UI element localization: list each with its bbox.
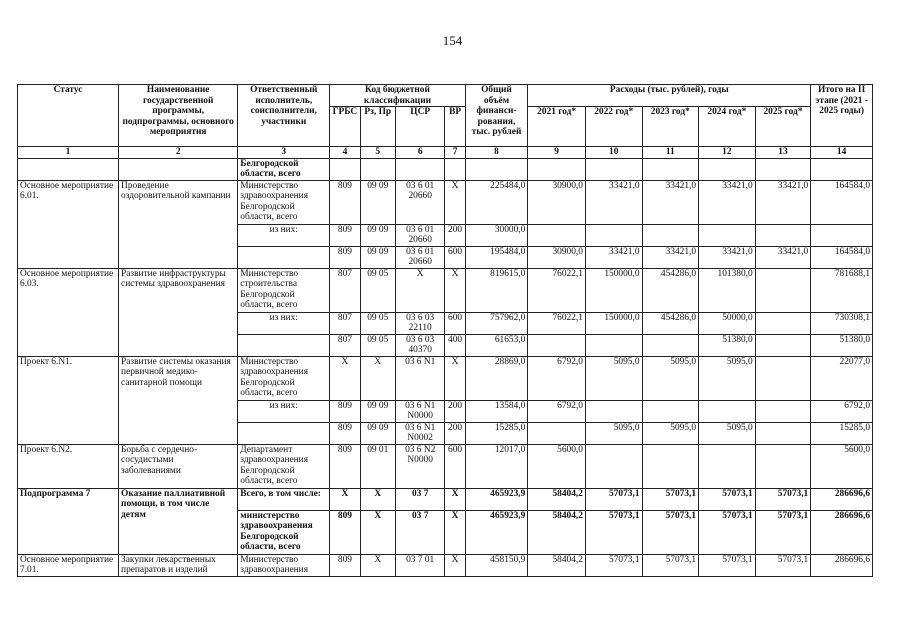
cell-total: 195484,0 bbox=[465, 246, 528, 268]
cell-2023: 5095,0 bbox=[642, 356, 699, 400]
cell-grbs: 809 bbox=[330, 400, 360, 422]
cell-2025 bbox=[755, 422, 811, 444]
cell-2025 bbox=[755, 312, 811, 334]
cell-grbs: Х bbox=[330, 488, 360, 510]
col-number: 3 bbox=[238, 147, 330, 159]
cell-total: 61653,0 bbox=[465, 334, 528, 356]
cell-2023: 454286,0 bbox=[642, 312, 699, 334]
cell-2023: 33421,0 bbox=[642, 180, 699, 224]
cell-2023: 5095,0 bbox=[642, 422, 699, 444]
cell-vr: Х bbox=[445, 268, 465, 312]
header-2025: 2025 год* bbox=[755, 107, 811, 147]
cell-total: 12017,0 bbox=[465, 444, 528, 488]
cell-2023 bbox=[642, 334, 699, 356]
col-number: 10 bbox=[585, 147, 642, 159]
cell-executor: Всего, в том числе: bbox=[238, 488, 330, 510]
cell-2024: 5095,0 bbox=[699, 422, 756, 444]
cell-csr: 03 6 01 20660 bbox=[395, 180, 445, 224]
cell-status: Основное мероприятие 6.03. bbox=[18, 268, 119, 356]
cell-total: 819615,0 bbox=[465, 268, 528, 312]
cell-2022 bbox=[585, 224, 642, 246]
cell-csr: Х bbox=[395, 268, 445, 312]
cell-sum: 6792,0 bbox=[811, 400, 873, 422]
header-total-volume: Общий объём финанси-рования, тыс. рублей bbox=[465, 85, 528, 147]
cell-2022: 33421,0 bbox=[585, 246, 642, 268]
header-2023: 2023 год* bbox=[642, 107, 699, 147]
col-number: 4 bbox=[330, 147, 360, 159]
cell-rzpr: Х bbox=[360, 488, 395, 510]
cell-vr: Х bbox=[445, 356, 465, 400]
table-body bbox=[18, 158, 873, 576]
cell-rzpr: Х bbox=[360, 356, 395, 400]
col-number: 11 bbox=[642, 147, 699, 159]
cell-total: 225484,0 bbox=[465, 180, 528, 224]
cell-2021: 30900,0 bbox=[528, 180, 586, 224]
cell-2024: 57073,1 bbox=[699, 488, 756, 510]
cell-2023 bbox=[642, 224, 699, 246]
cell-2021: 5600,0 bbox=[528, 444, 586, 488]
cell-rzpr: 09 09 bbox=[360, 422, 395, 444]
cell-status: Основное мероприятие 7.01. bbox=[18, 554, 119, 576]
cell-2025: 57073,1 bbox=[755, 488, 811, 510]
cell-grbs: 809 bbox=[330, 224, 360, 246]
cell-2024: 57073,1 bbox=[699, 554, 756, 576]
cell-2025 bbox=[755, 334, 811, 356]
cell-vr: Х bbox=[445, 488, 465, 510]
header-grbs: ГРБС bbox=[330, 107, 360, 147]
cell-2022: 5095,0 bbox=[585, 422, 642, 444]
cell-grbs: 807 bbox=[330, 268, 360, 312]
cell-sum bbox=[811, 224, 873, 246]
cell-2022: 150000,0 bbox=[585, 312, 642, 334]
header-2021: 2021 год* bbox=[528, 107, 586, 147]
cell-grbs: 807 bbox=[330, 312, 360, 334]
cell-2021: 6792,0 bbox=[528, 400, 586, 422]
cell-rzpr: 09 09 bbox=[360, 224, 395, 246]
cell-csr: 03 7 01 bbox=[395, 554, 445, 576]
table-row bbox=[18, 554, 873, 576]
cell-executor: Министерство строительства Белгородской области, всего bbox=[238, 268, 330, 312]
cell-2022: 150000,0 bbox=[585, 268, 642, 312]
cell-rzpr: 09 09 bbox=[360, 246, 395, 268]
cell-total: 30000,0 bbox=[465, 224, 528, 246]
header-name: Наименование государственной программы, подпрограммы, основного мероприятия bbox=[119, 85, 238, 147]
column-number-row bbox=[18, 147, 873, 159]
col-number: 9 bbox=[528, 147, 586, 159]
cell-sum: 286696,6 bbox=[811, 510, 873, 554]
col-number: 2 bbox=[119, 147, 238, 159]
cell-2022 bbox=[585, 444, 642, 488]
cell-2025: 57073,1 bbox=[755, 510, 811, 554]
cell-2024: 5095,0 bbox=[699, 356, 756, 400]
header-status: Статус bbox=[18, 85, 119, 147]
cell-csr: 03 6 N1 bbox=[395, 356, 445, 400]
cell-vr: 600 bbox=[445, 312, 465, 334]
cell-name: Оказание паллиативной помощи, в том числе детям bbox=[119, 488, 238, 554]
cell-rzpr: Х bbox=[360, 554, 395, 576]
cell-2025 bbox=[755, 268, 811, 312]
cell-csr: 03 6 03 22110 bbox=[395, 312, 445, 334]
col-number: 12 bbox=[699, 147, 756, 159]
header-vr: ВР bbox=[445, 107, 465, 147]
cell-status: Подпрограмма 7 bbox=[18, 488, 119, 554]
cell-grbs: 809 bbox=[330, 246, 360, 268]
cell-grbs: 809 bbox=[330, 180, 360, 224]
cell-vr: 200 bbox=[445, 224, 465, 246]
cell-rzpr: 09 05 bbox=[360, 334, 395, 356]
cell-vr: 200 bbox=[445, 422, 465, 444]
table-row bbox=[18, 356, 873, 400]
header-2022: 2022 год* bbox=[585, 107, 642, 147]
cell-total: 757962,0 bbox=[465, 312, 528, 334]
cell-executor: из них: bbox=[238, 224, 330, 246]
cell-2025 bbox=[755, 400, 811, 422]
header-csr: ЦСР bbox=[395, 107, 445, 147]
cell-executor: Министерство здравоохранения bbox=[238, 554, 330, 576]
cell-grbs: 809 bbox=[330, 510, 360, 554]
cell-2021: 76022,1 bbox=[528, 268, 586, 312]
cell-2023: 454286,0 bbox=[642, 268, 699, 312]
cell-2024 bbox=[699, 444, 756, 488]
header-budget-code: Код бюджетной классификации bbox=[330, 85, 465, 107]
cell-vr: Х bbox=[445, 510, 465, 554]
cell-total: 28869,0 bbox=[465, 356, 528, 400]
header-rzpr: Рз, Пр bbox=[360, 107, 395, 147]
col-number: 13 bbox=[755, 147, 811, 159]
cell-2025 bbox=[755, 356, 811, 400]
cell-executor: из них: bbox=[238, 400, 330, 422]
cell-2025: 33421,0 bbox=[755, 246, 811, 268]
cell-vr: Х bbox=[445, 554, 465, 576]
table-row bbox=[18, 268, 873, 312]
cell-name bbox=[119, 158, 238, 180]
cell-total: 15285,0 bbox=[465, 422, 528, 444]
cell-2024: 57073,1 bbox=[699, 510, 756, 554]
cell-2023: 57073,1 bbox=[642, 554, 699, 576]
cell-csr: 03 7 bbox=[395, 488, 445, 510]
cell-executor: из них: bbox=[238, 312, 330, 334]
cell-status bbox=[18, 158, 119, 180]
cell-2023: 57073,1 bbox=[642, 488, 699, 510]
cell-executor: Министерство здравоохранения Белгородской области, всего bbox=[238, 180, 330, 224]
col-number: 5 bbox=[360, 147, 395, 159]
cell-sum: 286696,6 bbox=[811, 554, 873, 576]
budget-table bbox=[17, 84, 873, 577]
header-expenses: Расходы (тыс. рублей), годы bbox=[528, 85, 811, 107]
cell-name: Закупки лекарственных препаратов и изделий bbox=[119, 554, 238, 576]
page-number: 154 bbox=[442, 33, 463, 48]
cell-status: Проект 6.N2. bbox=[18, 444, 119, 488]
cell-csr: 03 6 01 20660 bbox=[395, 246, 445, 268]
cell-2021: 6792,0 bbox=[528, 356, 586, 400]
cell-2025: 57073,1 bbox=[755, 554, 811, 576]
cell-2024: 101380,0 bbox=[699, 268, 756, 312]
cell-rzpr: 09 05 bbox=[360, 268, 395, 312]
cell-2022: 33421,0 bbox=[585, 180, 642, 224]
cell-grbs: 809 bbox=[330, 422, 360, 444]
cell-csr: 03 6 N1 N0000 bbox=[395, 400, 445, 422]
cell-vr: 600 bbox=[445, 246, 465, 268]
header-executor: Ответственный исполнитель, соисполнители, участники bbox=[238, 85, 330, 147]
cell-2021: 58404,2 bbox=[528, 554, 586, 576]
cell-total: 465923,9 bbox=[465, 510, 528, 554]
cell-total: 13584,0 bbox=[465, 400, 528, 422]
cell-name: Развитие системы оказания первичной медико-санитарной помощи bbox=[119, 356, 238, 444]
cell-2024: 50000,0 bbox=[699, 312, 756, 334]
cell-sum: 164584,0 bbox=[811, 246, 873, 268]
cell-2022: 57073,1 bbox=[585, 554, 642, 576]
cell-executor bbox=[238, 334, 330, 356]
cell-executor: Департамент здравоохранения Белгородской области, всего bbox=[238, 444, 330, 488]
cell-2024: 33421,0 bbox=[699, 246, 756, 268]
cell-2022: 57073,1 bbox=[585, 488, 642, 510]
cell-2022 bbox=[585, 400, 642, 422]
cell-2023 bbox=[642, 400, 699, 422]
cell-sum: 286696,6 bbox=[811, 488, 873, 510]
cell-name: Борьба с сердечно-сосудистыми заболеваниями bbox=[119, 444, 238, 488]
cell-2022 bbox=[585, 334, 642, 356]
cell-grbs: 809 bbox=[330, 554, 360, 576]
header-itogo: Итого на II этапе (2021 - 2025 годы) bbox=[811, 85, 873, 147]
cell-2021 bbox=[528, 422, 586, 444]
cell-2021 bbox=[528, 224, 586, 246]
cell-total: 465923,9 bbox=[465, 488, 528, 510]
cell-vr: Х bbox=[445, 180, 465, 224]
cell-vr: 400 bbox=[445, 334, 465, 356]
col-number: 8 bbox=[465, 147, 528, 159]
cell-2024: 51380,0 bbox=[699, 334, 756, 356]
cell-executor bbox=[238, 422, 330, 444]
col-number: 7 bbox=[445, 147, 465, 159]
cell-csr: 03 7 bbox=[395, 510, 445, 554]
cell-executor: министерство здравоохранения Белгородской области, всего bbox=[238, 510, 330, 554]
cell-sum: 5600,0 bbox=[811, 444, 873, 488]
table-header bbox=[18, 85, 873, 159]
cell-sum: 781688,1 bbox=[811, 268, 873, 312]
cell-sum: 22077,0 bbox=[811, 356, 873, 400]
cell-2024: 33421,0 bbox=[699, 180, 756, 224]
cell-2021 bbox=[528, 334, 586, 356]
cell-2021: 30900,0 bbox=[528, 246, 586, 268]
cell-2021: 76022,1 bbox=[528, 312, 586, 334]
table-row bbox=[18, 488, 873, 510]
cell-2022: 5095,0 bbox=[585, 356, 642, 400]
cell-name: Проведение оздоровительной кампании bbox=[119, 180, 238, 268]
cell-csr: 03 6 03 40370 bbox=[395, 334, 445, 356]
header-2024: 2024 год* bbox=[699, 107, 756, 147]
cell-rzpr: 09 09 bbox=[360, 400, 395, 422]
cell-status: Проект 6.N1. bbox=[18, 356, 119, 444]
cell-2025 bbox=[755, 444, 811, 488]
cell-status: Основное мероприятие 6.01. bbox=[18, 180, 119, 268]
cell-2025 bbox=[755, 224, 811, 246]
cell-2021: 58404,2 bbox=[528, 510, 586, 554]
cell-grbs: 809 bbox=[330, 444, 360, 488]
cell-grbs: Х bbox=[330, 356, 360, 400]
cell-sum: 164584,0 bbox=[811, 180, 873, 224]
cell-2024 bbox=[699, 400, 756, 422]
table-row bbox=[18, 180, 873, 224]
cell-vr: 600 bbox=[445, 444, 465, 488]
cell-2021: 58404,2 bbox=[528, 488, 586, 510]
cell-executor bbox=[238, 246, 330, 268]
cell-sum: 730308,1 bbox=[811, 312, 873, 334]
col-number: 14 bbox=[811, 147, 873, 159]
cell-name: Развитие инфраструктуры системы здравоохранения bbox=[119, 268, 238, 356]
cell-vr: 200 bbox=[445, 400, 465, 422]
cell-csr: 03 6 01 20660 bbox=[395, 224, 445, 246]
cell-rzpr: 09 05 bbox=[360, 312, 395, 334]
cell-total: 458150,9 bbox=[465, 554, 528, 576]
cell-rzpr: 09 09 bbox=[360, 180, 395, 224]
table-row bbox=[18, 444, 873, 488]
cell-2023 bbox=[642, 444, 699, 488]
col-number: 6 bbox=[395, 147, 445, 159]
cell-2024 bbox=[699, 224, 756, 246]
cell-2023: 57073,1 bbox=[642, 510, 699, 554]
cell-rzpr: 09 01 bbox=[360, 444, 395, 488]
cell-executor: Белгородской области, всего bbox=[238, 158, 330, 180]
cell-2022: 57073,1 bbox=[585, 510, 642, 554]
col-number: 1 bbox=[18, 147, 119, 159]
cell-executor: Министерство здравоохранения Белгородской области, всего bbox=[238, 356, 330, 400]
cell-sum: 51380,0 bbox=[811, 334, 873, 356]
table-row bbox=[18, 158, 873, 180]
cell-sum: 15285,0 bbox=[811, 422, 873, 444]
cell-2025: 33421,0 bbox=[755, 180, 811, 224]
cell-2023: 33421,0 bbox=[642, 246, 699, 268]
cell-csr: 03 6 N2 N0000 bbox=[395, 444, 445, 488]
cell-rzpr: Х bbox=[360, 510, 395, 554]
cell-grbs: 807 bbox=[330, 334, 360, 356]
cell-csr: 03 6 N1 N0002 bbox=[395, 422, 445, 444]
